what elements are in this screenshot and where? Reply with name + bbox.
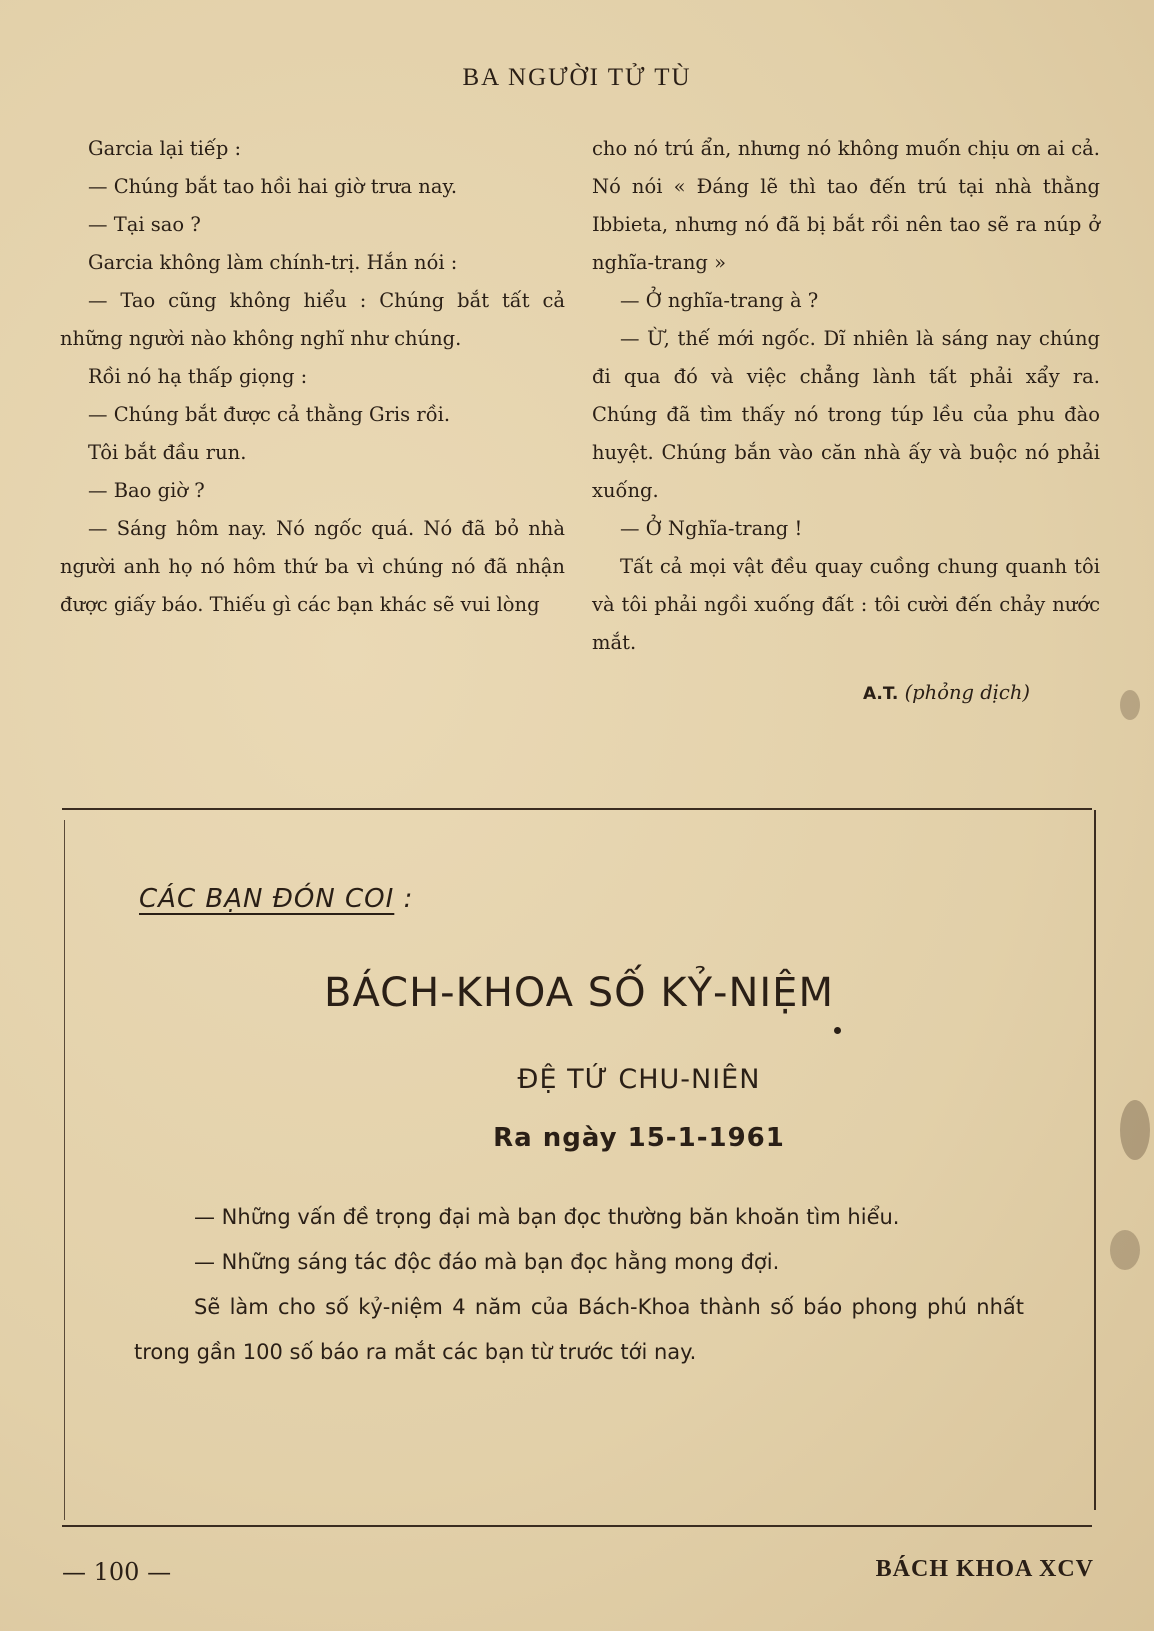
signature-initials: A.T. <box>862 684 899 704</box>
paragraph: — Sáng hôm nay. Nó ngốc quá. Nó đã bỏ nhà người anh họ nó hôm thứ ba vì chúng nó đã nhận được giấy báo. Thiếu gì các bạn khác sẽ vui lòng <box>60 517 565 616</box>
page-number: — 100 — <box>62 1558 172 1586</box>
paper-stain <box>1120 690 1140 720</box>
paragraph: — Chúng bắt được cả thằng Gris rồi. <box>88 403 451 426</box>
paragraph: — Chúng bắt tao hồi hai giờ trưa nay. <box>88 175 458 198</box>
advertisement-box <box>64 810 1094 1525</box>
paper-stain <box>1110 1230 1140 1270</box>
ad-paragraph: — Những vấn đề trọng đại mà bạn đọc thường băn khoăn tìm hiểu. <box>194 1205 900 1229</box>
paragraph: cho nó trú ẩn, nhưng nó không muốn chịu ơn ai cả. Nó nói « Đáng lẽ thì tao đến trú tại nhà thằng Ibbieta, nhưng nó đã bị bắt rồi nên tao sẽ ra núp ở nghĩa-trang » <box>592 137 1100 274</box>
paragraph: Rồi nó hạ thấp giọng : <box>88 365 308 388</box>
page-header-title: BA NGƯỜI TỬ TÙ <box>462 64 692 91</box>
bullet-dot <box>834 1027 841 1034</box>
paragraph: — Ở Nghĩa-trang ! <box>620 517 803 540</box>
paper-stain <box>1120 1100 1150 1160</box>
paragraph: — Ừ, thế mới ngốc. Dĩ nhiên là sáng nay chúng đi qua đó và việc chẳng lành tất phải xẩy ra. Chúng đã tìm thấy nó trong túp lều của phu đào huyệt. Chúng bắn vào căn nhà ấy và buộc nó phải xuống. <box>592 327 1100 502</box>
paragraph: Tất cả mọi vật đều quay cuồng chung quanh tôi và tôi phải ngồi xuống đất : tôi cười đến chảy nước mắt. <box>592 555 1100 654</box>
paragraph: — Tao cũng không hiểu : Chúng bắt tất cả những người nào không nghĩ như chúng. <box>60 289 565 350</box>
paragraph: Garcia không làm chính-trị. Hắn nói : <box>88 251 458 274</box>
ad-kicker <box>139 884 413 914</box>
left-text-column <box>60 130 565 624</box>
publication-name: BÁCH KHOA XCV <box>875 1556 1094 1582</box>
translator-signature <box>592 674 1100 713</box>
paragraph: — Ở nghĩa-trang à ? <box>620 289 819 312</box>
ad-paragraph: Sẽ làm cho số kỷ-niệm 4 năm của Bách-Khoa thành số báo phong phú nhất trong gần 100 số báo ra mắt các bạn từ trước tới nay. <box>134 1295 1024 1364</box>
ad-border-bottom <box>62 1525 1092 1527</box>
right-text-column <box>592 130 1100 713</box>
ad-kicker-text: CÁC BẠN ĐÓN COI <box>139 884 395 914</box>
ad-release-date: Ra ngày 15-1-1961 <box>493 1123 785 1153</box>
ad-paragraph: — Những sáng tác độc đáo mà bạn đọc hằng mong đợi. <box>194 1250 780 1274</box>
ad-border-right <box>1094 810 1096 1510</box>
ad-body <box>134 1195 1024 1375</box>
ad-subtitle: ĐỆ TỨ CHU-NIÊN <box>517 1064 761 1095</box>
paragraph: — Bao giờ ? <box>88 479 205 502</box>
signature-note: (phỏng dịch) <box>904 681 1030 704</box>
paragraph: Tôi bắt đầu run. <box>88 441 247 464</box>
ad-kicker-suffix: : <box>394 884 414 914</box>
ad-title: BÁCH-KHOA SỐ KỶ-NIỆM <box>324 970 834 1016</box>
paragraph: — Tại sao ? <box>88 213 201 236</box>
paragraph: Garcia lại tiếp : <box>88 137 242 160</box>
